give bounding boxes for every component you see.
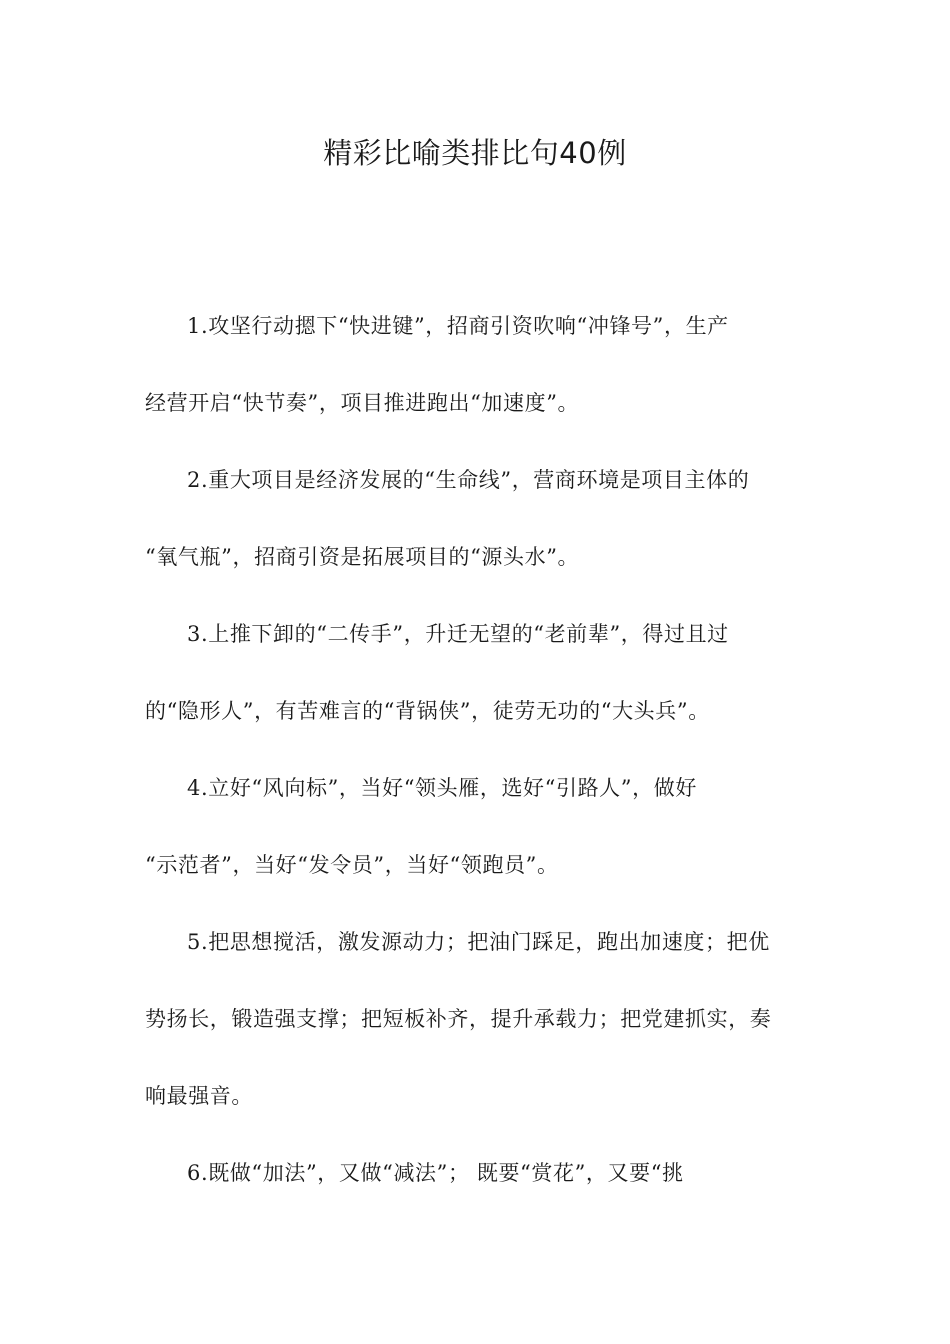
document-body <box>145 308 793 1232</box>
paragraph-4 <box>145 770 793 884</box>
paragraph-line: 经营开启“快节奏”，项目推进跑出“加速度”。 <box>145 391 580 415</box>
paragraph-line: 2.重大项目是经济发展的“生命线”，营商环境是项目主体的 <box>187 468 750 492</box>
paragraph-6 <box>145 1155 793 1192</box>
paragraph-line: 1.攻坚行动摁下“快进键”，招商引资吹响“冲锋号”，生产 <box>187 314 729 338</box>
paragraph-line: 4.立好“风向标”，当好“领头雁，选好“引路人”，做好 <box>187 776 697 800</box>
document-title: 精彩比喻类排比句40例 <box>323 136 627 170</box>
paragraph-line: “示范者”，当好“发令员”，当好“领跑员”。 <box>145 853 559 877</box>
paragraph-line: 6.既做“加法”，又做“减法”； 既要“赏花”，又要“挑 <box>187 1161 684 1185</box>
paragraph-2 <box>145 462 793 576</box>
paragraph-line: 5.把思想搅活，激发源动力；把油门踩足，跑出加速度；把优 <box>187 930 770 954</box>
paragraph-line: 势扬长，锻造强支撑；把短板补齐，提升承载力；把党建抓实，奏 <box>145 1007 772 1031</box>
paragraph-1 <box>145 308 793 422</box>
paragraph-line: 的“隐形人”，有苦难言的“背锅侠”，徒劳无功的“大头兵”。 <box>145 699 710 723</box>
paragraph-line: “氧气瓶”，招商引资是拓展项目的“源头水”。 <box>145 545 580 569</box>
paragraph-line: 3.上推下卸的“二传手”，升迁无望的“老前辈”，得过且过 <box>187 622 729 646</box>
paragraph-line: 响最强音。 <box>145 1084 253 1108</box>
paragraph-3 <box>145 616 793 730</box>
paragraph-5 <box>145 924 793 1115</box>
